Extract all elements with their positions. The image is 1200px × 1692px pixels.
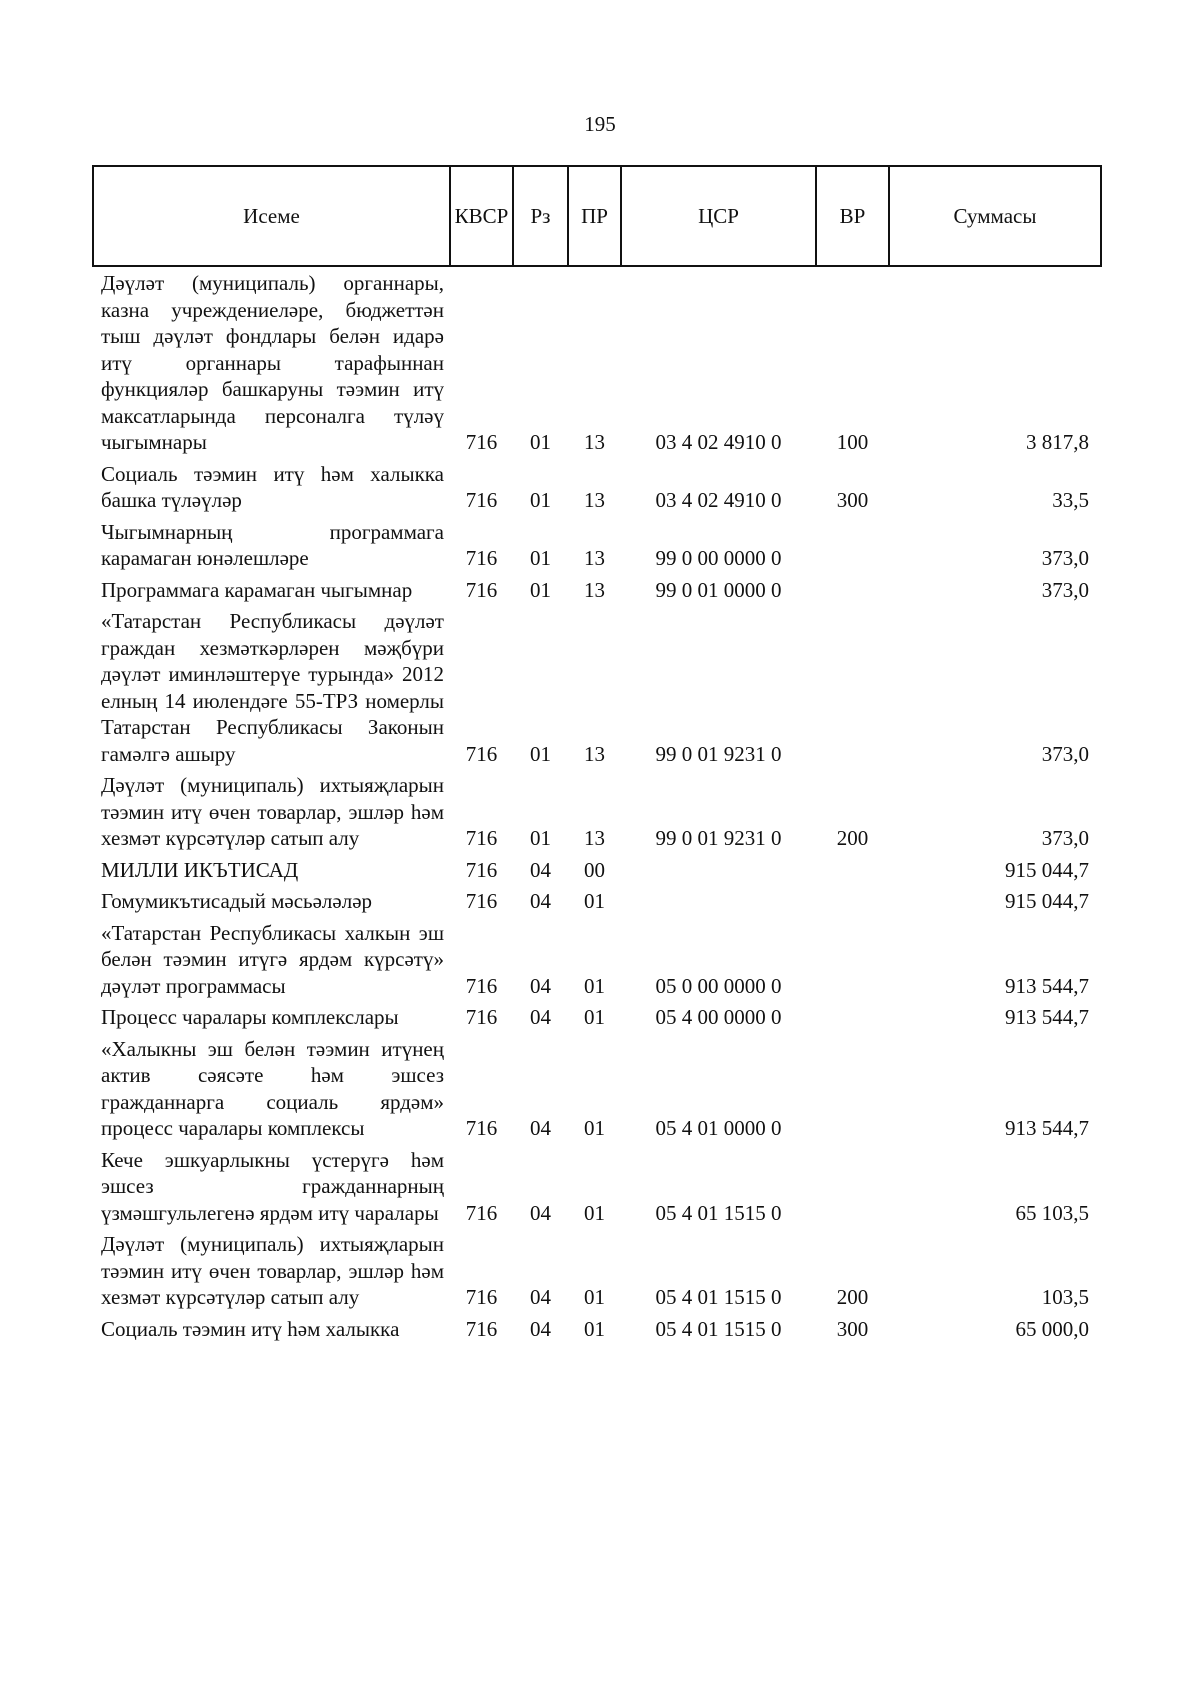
table-row	[93, 1001, 1101, 1033]
row-amount: 3 817,8	[1026, 430, 1089, 454]
row-kvsr: 716	[465, 826, 498, 850]
table-row	[93, 266, 1101, 458]
row-kvsr: 716	[465, 857, 498, 882]
row-pr: 13	[584, 577, 605, 602]
row-kvsr: 716	[465, 546, 498, 570]
table-row	[93, 605, 1101, 769]
row-name: Программага карамаган чыгымнар	[101, 577, 413, 602]
row-vr	[816, 574, 889, 606]
table-row	[93, 1313, 1101, 1345]
row-pr: 13	[584, 741, 605, 766]
row-rz: 04	[530, 1285, 551, 1309]
row-vr: 200	[836, 1285, 869, 1309]
column-header-tsr: ЦСР	[621, 166, 816, 266]
row-kvsr: 716	[465, 488, 498, 512]
table-row	[93, 885, 1101, 917]
row-pr: 00	[584, 857, 605, 882]
row-rz: 04	[530, 1316, 551, 1341]
row-amount: 65 103,5	[1015, 1200, 1089, 1225]
row-name: Социаль тәэмин итү һәм халыкка	[101, 1316, 400, 1341]
column-header-kvsr: КВСР	[450, 166, 513, 266]
row-vr: 200	[836, 826, 869, 850]
column-header-pr: ПР	[568, 166, 621, 266]
table-row	[93, 1033, 1101, 1144]
table-row	[93, 769, 1101, 854]
row-kvsr: 716	[465, 577, 498, 602]
row-rz: 04	[530, 1005, 551, 1029]
row-amount: 373,0	[1041, 741, 1089, 766]
row-pr: 01	[584, 889, 605, 913]
row-amount: 913 544,7	[1005, 973, 1089, 998]
row-name: МИЛЛИ ИКЪТИСАД	[101, 857, 299, 882]
row-rz: 04	[530, 857, 551, 882]
row-vr	[816, 516, 889, 574]
row-rz: 01	[530, 546, 551, 570]
row-amount: 915 044,7	[1005, 857, 1089, 882]
row-amount: 33,5	[1052, 488, 1089, 512]
row-rz: 01	[530, 488, 551, 512]
row-name: «Татарстан Республикасы халкын эш белән тәэмин итүгә ярдәм күрсәтү» дәүләт программасы	[101, 920, 444, 998]
row-tsr: 05 0 00 0000 0	[655, 973, 782, 998]
row-vr	[816, 854, 889, 886]
row-vr	[816, 605, 889, 769]
row-amount: 373,0	[1041, 826, 1089, 850]
row-name: Процесс чаралары комплекслары	[101, 1005, 399, 1029]
table-row	[93, 574, 1101, 606]
row-kvsr: 716	[465, 1285, 498, 1309]
row-pr: 13	[584, 826, 605, 850]
row-amount: 915 044,7	[1005, 889, 1089, 913]
row-tsr: 99 0 00 0000 0	[655, 546, 782, 570]
row-vr: 300	[836, 488, 869, 512]
row-amount: 65 000,0	[1015, 1316, 1089, 1341]
row-vr	[816, 1001, 889, 1033]
page-number: 195	[584, 112, 616, 136]
row-tsr: 99 0 01 9231 0	[655, 741, 782, 766]
row-rz: 01	[530, 826, 551, 850]
row-kvsr: 716	[465, 430, 498, 454]
row-name: «Халыкны эш белән тәэмин итүнең актив сәясәте һәм эшсез гражданнарга социаль ярдәм» процесс чаралары комплексы	[101, 1036, 444, 1140]
row-pr: 13	[584, 430, 605, 454]
row-rz: 04	[530, 973, 551, 998]
row-rz: 04	[530, 1116, 551, 1140]
row-rz: 04	[530, 1200, 551, 1225]
row-rz: 01	[530, 577, 551, 602]
row-vr	[816, 885, 889, 917]
row-tsr: 05 4 00 0000 0	[655, 1005, 782, 1029]
row-name: «Татарстан Республикасы дәүләт граждан хезмәткәрләрен мәҗбүри дәүләт иминләштерүе турында» 2012 елның 14 июлендәге 55-ТРЗ номерлы Татарстан Республикасы Законын гамәлгә ашыру	[101, 609, 444, 766]
column-header-rz: Рз	[513, 166, 568, 266]
column-header-vr: ВР	[816, 166, 889, 266]
row-rz: 01	[530, 741, 551, 766]
row-vr: 100	[836, 430, 869, 454]
row-amount: 373,0	[1041, 546, 1089, 570]
table-row	[93, 516, 1101, 574]
row-tsr	[621, 885, 816, 917]
table-row	[93, 917, 1101, 1002]
row-pr: 13	[584, 488, 605, 512]
row-tsr: 05 4 01 0000 0	[655, 1116, 782, 1140]
row-kvsr: 716	[465, 1005, 498, 1029]
row-name: Кече эшкуарлыкны үстерүгә һәм эшсез гражданнарның үзмәшгульлегенә ярдәм итү чаралары	[101, 1147, 444, 1225]
row-amount: 373,0	[1041, 577, 1089, 602]
row-vr	[816, 917, 889, 1002]
row-vr	[816, 1144, 889, 1229]
row-tsr: 05 4 01 1515 0	[655, 1316, 782, 1341]
row-pr: 01	[584, 973, 605, 998]
table-row	[93, 1144, 1101, 1229]
row-tsr: 05 4 01 1515 0	[655, 1200, 782, 1225]
column-header-name: Исеме	[93, 166, 450, 266]
row-name: Гомумикътисадый мәсьәләләр	[101, 889, 373, 913]
row-pr: 01	[584, 1005, 605, 1029]
row-amount: 913 544,7	[1005, 1116, 1089, 1140]
row-kvsr: 716	[465, 741, 498, 766]
table-header-row	[93, 166, 1101, 266]
row-amount: 103,5	[1041, 1285, 1089, 1309]
row-pr: 01	[584, 1316, 605, 1341]
row-tsr: 99 0 01 9231 0	[655, 826, 782, 850]
row-amount: 913 544,7	[1005, 1005, 1089, 1029]
row-name: Дәүләт (муниципаль) органнары, казна учреждениеләре, бюджеттән тыш дәүләт фондлары белән идарә итү органнары тарафыннан функцияләр башкаруны тәэмин итү максатларында персоналга түләү чыгымнары	[101, 271, 444, 454]
row-name: Дәүләт (муниципаль) ихтыяҗларын тәэмин итү өчен товарлар, эшләр һәм хезмәт күрсәтүләр сатып алу	[101, 1232, 444, 1309]
row-tsr: 99 0 01 0000 0	[655, 577, 782, 602]
row-tsr: 05 4 01 1515 0	[655, 1285, 782, 1309]
row-kvsr: 716	[465, 1316, 498, 1341]
row-pr: 13	[584, 546, 605, 570]
row-vr	[816, 1033, 889, 1144]
row-kvsr: 716	[465, 1200, 498, 1225]
table-row	[93, 854, 1101, 886]
row-name: Дәүләт (муниципаль) ихтыяҗларын тәэмин итү өчен товарлар, эшләр һәм хезмәт күрсәтүләр сатып алу	[101, 773, 444, 850]
row-rz: 04	[530, 889, 551, 913]
row-tsr: 03 4 02 4910 0	[655, 430, 782, 454]
row-kvsr: 716	[465, 1116, 498, 1140]
row-name: Социаль тәэмин итү һәм халыкка башка түләүләр	[101, 461, 444, 512]
row-pr: 01	[584, 1200, 605, 1225]
row-pr: 01	[584, 1116, 605, 1140]
row-kvsr: 716	[465, 889, 498, 913]
row-kvsr: 716	[465, 973, 498, 998]
row-tsr	[621, 854, 816, 886]
table-row	[93, 1228, 1101, 1313]
row-rz: 01	[530, 430, 551, 454]
row-name: Чыгымнарның программага карамаган юнәлешләре	[101, 519, 444, 570]
column-header-amount: Суммасы	[889, 166, 1101, 266]
row-tsr: 03 4 02 4910 0	[655, 488, 782, 512]
row-pr: 01	[584, 1285, 605, 1309]
row-vr: 300	[836, 1316, 869, 1341]
budget-table	[92, 165, 1102, 1344]
table-row	[93, 458, 1101, 516]
